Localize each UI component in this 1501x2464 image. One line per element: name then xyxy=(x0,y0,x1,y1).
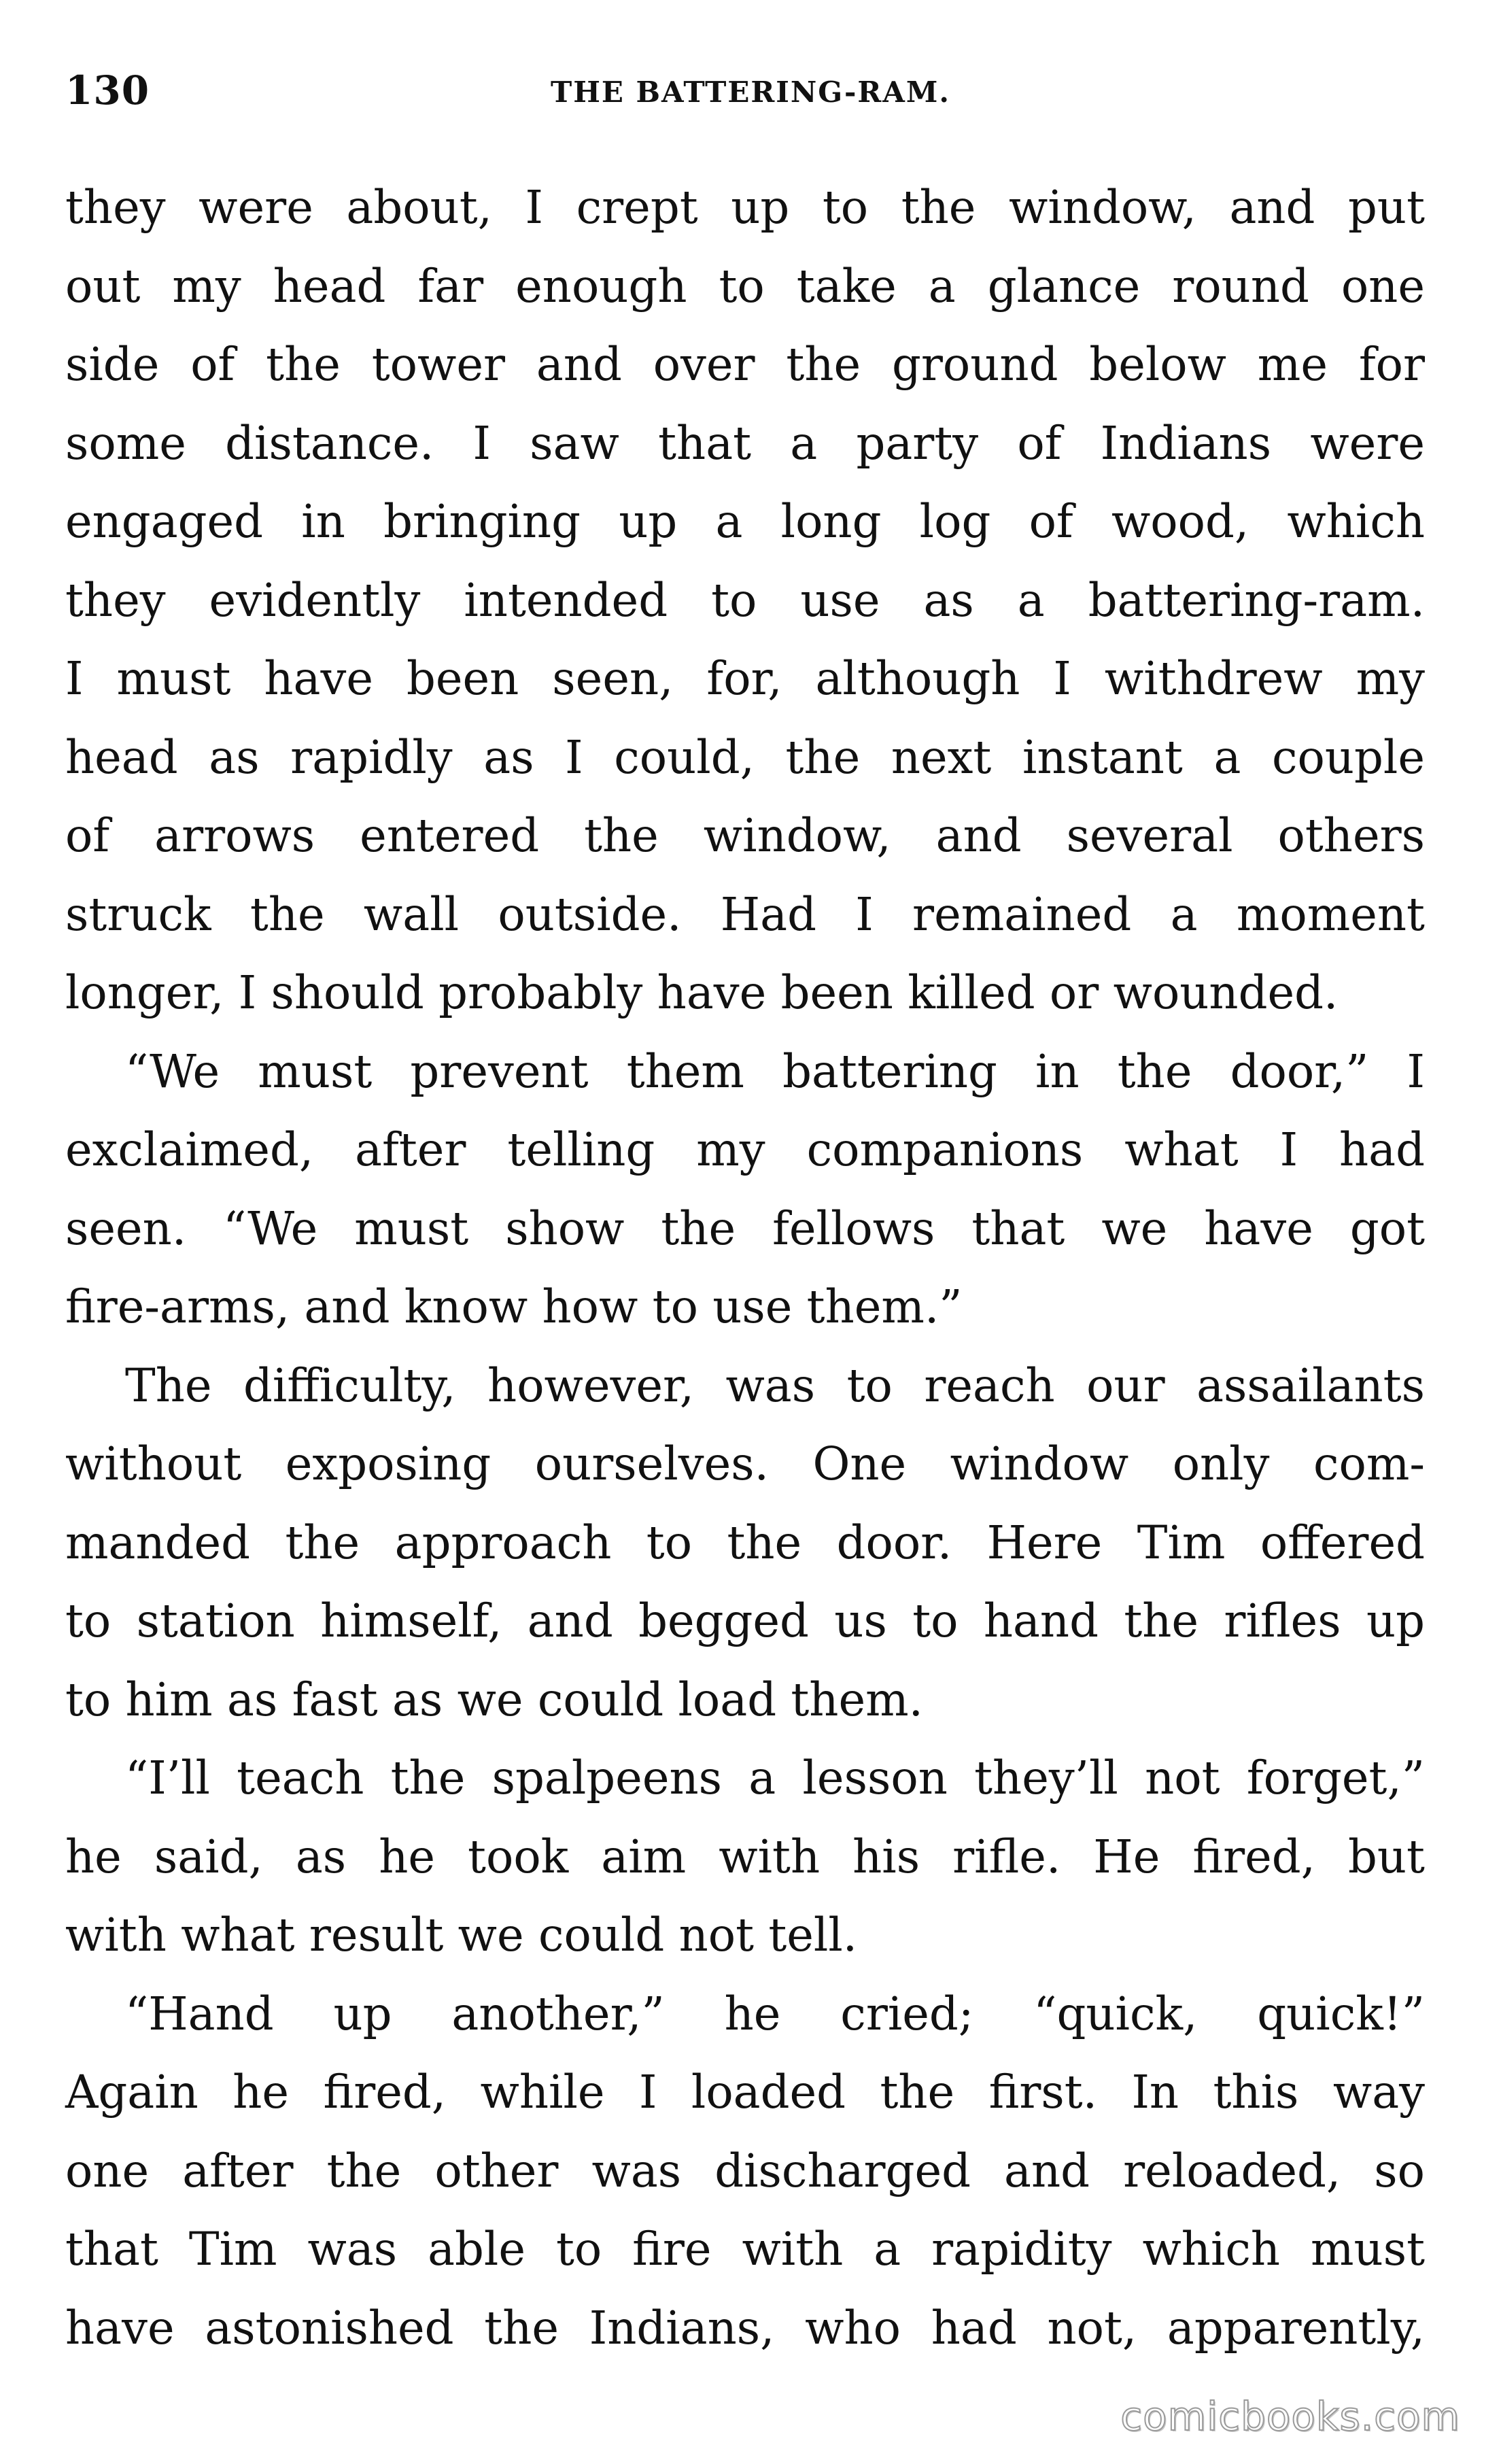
text-line: some distance. I saw that a party of Indians were xyxy=(65,416,1425,470)
text-line: out my head far enough to take a glance round one xyxy=(65,259,1425,313)
text-line: The difficulty, however, was to reach our assailants xyxy=(125,1358,1425,1412)
text-line: he said, as he took aim with his rifle. He fired, but xyxy=(65,1830,1425,1883)
text-line: they were about, I crept up to the window, and put xyxy=(65,181,1425,234)
text-line: “We must prevent them battering in the door,” I xyxy=(125,1044,1425,1098)
text-line: Again he fired, while I loaded the first. In this way xyxy=(65,2066,1425,2119)
text-line: engaged in bringing up a long log of wood, which xyxy=(65,495,1425,548)
page-number: 130 xyxy=(65,67,150,114)
text-line: I must have been seen, for, although I withdrew my xyxy=(65,652,1425,705)
body-text xyxy=(65,169,1425,2367)
text-line: manded the approach to the door. Here Tim offered xyxy=(65,1516,1425,1569)
page-header xyxy=(65,60,1436,121)
watermark: comicbooks.com xyxy=(1120,2393,1460,2440)
text-line: have astonished the Indians, who had not, apparently, xyxy=(65,2301,1425,2355)
text-line: longer, I should probably have been killed or wounded. xyxy=(65,966,1339,1019)
text-line: fire-arms, and know how to use them.” xyxy=(65,1280,963,1333)
running-head: THE BATTERING-RAM. xyxy=(550,75,950,109)
text-line: without exposing ourselves. One window only com- xyxy=(65,1437,1425,1490)
text-line: with what result we could not tell. xyxy=(65,1909,858,1962)
text-line: exclaimed, after telling my companions what I had xyxy=(65,1123,1425,1176)
text-line: to him as fast as we could load them. xyxy=(65,1673,923,1726)
text-line: to station himself, and begged us to hand the rifles up xyxy=(65,1594,1425,1647)
text-line: “Hand up another,” he cried; “quick, quick!” xyxy=(125,1987,1425,2040)
text-line: of arrows entered the window, and several others xyxy=(65,809,1425,862)
text-line: seen. “We must show the fellows that we have got xyxy=(65,1201,1425,1255)
text-line: head as rapidly as I could, the next instant a couple xyxy=(65,730,1425,784)
text-line: “I’ll teach the spalpeens a lesson they’ll not forget,” xyxy=(125,1751,1425,1804)
text-line: that Tim was able to fire with a rapidity which must xyxy=(65,2223,1425,2276)
text-line: they evidently intended to use as a battering-ram. xyxy=(65,573,1425,627)
text-line: side of the tower and over the ground below me for xyxy=(65,338,1425,391)
text-line: struck the wall outside. Had I remained a moment xyxy=(65,887,1425,941)
text-line: one after the other was discharged and reloaded, so xyxy=(65,2144,1425,2197)
